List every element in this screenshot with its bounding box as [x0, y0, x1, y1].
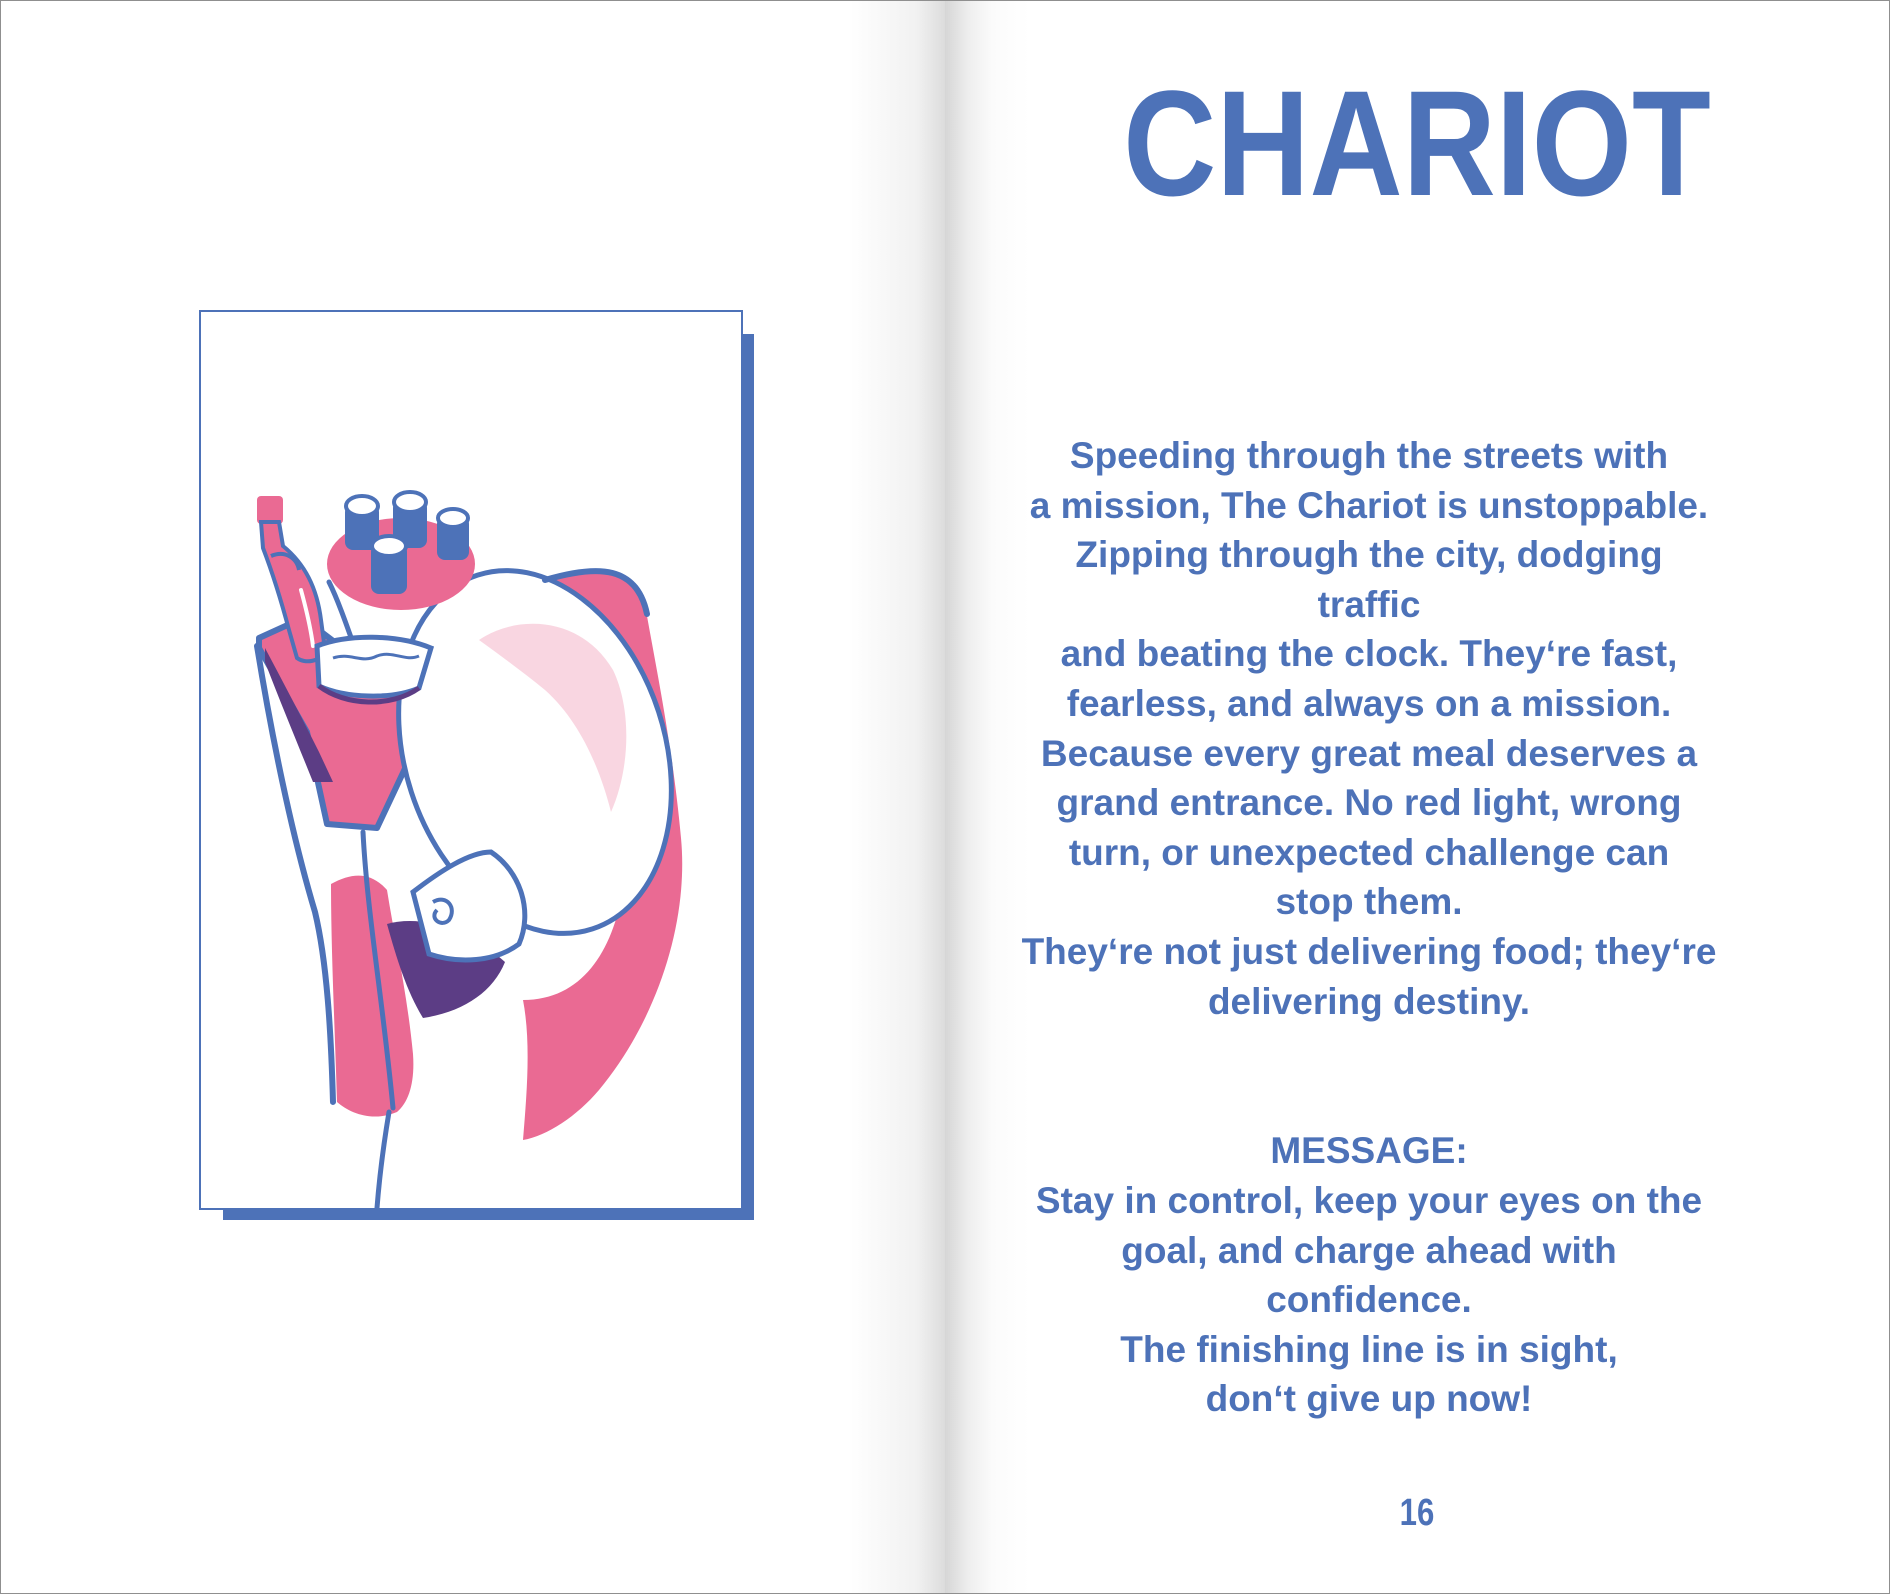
left-page: [1, 1, 945, 1593]
leg-line: [377, 1112, 389, 1208]
card-description: Speeding through the streets with a mission, The Chariot is unstoppable. Zipping through the city, dodging traffic and beating the clock. They‘re fast, fearless, and always on a mission. Because every great meal deserves a grand entrance. No red light, wrong turn, or unexpected challenge can stop them. They‘re not just delivering food; they‘re delivering destiny.: [1021, 435, 1717, 1022]
food-bowl: [317, 637, 431, 702]
right-page: [945, 1, 1889, 1593]
page-number: 16: [1399, 1492, 1435, 1534]
sushi-plate: [327, 492, 475, 610]
delivery-rider-illustration: [201, 312, 741, 1208]
message-heading: MESSAGE:: [1270, 1130, 1468, 1171]
arm-outline: [413, 852, 525, 960]
message-text: Stay in control, keep your eyes on the goal, and charge ahead with confidence. The finishing line is in sight, don‘t give up now!: [1035, 1180, 1703, 1420]
page-title: CHARIOT: [1123, 59, 1711, 227]
tarot-card: [199, 310, 743, 1210]
